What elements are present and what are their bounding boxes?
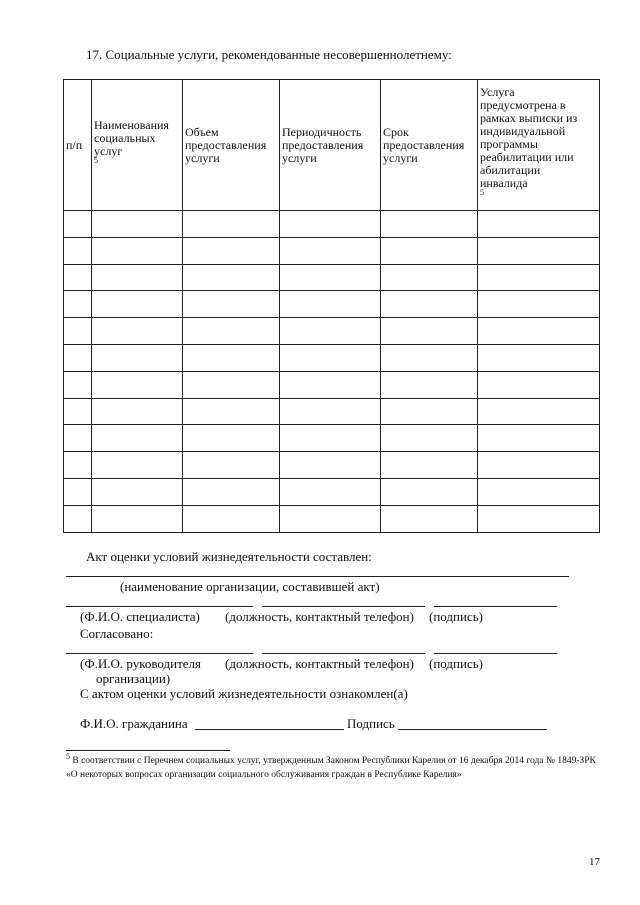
table-cell <box>64 425 92 452</box>
table-cell <box>92 478 183 505</box>
table-cell <box>381 452 478 479</box>
table-cell <box>183 344 280 371</box>
specialist-caption: (Ф.И.О. специалиста) <box>80 609 200 624</box>
specialist-line <box>66 606 253 607</box>
table-cell <box>478 318 600 345</box>
table-cell <box>92 318 183 345</box>
head-line <box>66 653 253 654</box>
footnote-ref: 5 <box>480 188 484 197</box>
citizen-signature-label: Подпись <box>347 716 395 731</box>
head-org-word: организации) <box>96 671 171 686</box>
table-cell <box>478 398 600 425</box>
table-cell <box>92 291 183 318</box>
table-row <box>64 318 600 345</box>
table-cell <box>478 505 600 532</box>
footnote-mark: 5 <box>66 751 70 761</box>
table-cell <box>64 371 92 398</box>
table-cell <box>280 478 381 505</box>
col-header-number: п/п <box>64 80 92 211</box>
footnote-text: В соответствии с Перечнем социальных услуг, утвержденным Законом Республики Карелия от 16 декабря 2014 года № 1849-ЗРК «О некоторых вопросах организации социального обслуживания граждан в Республике Карелия» <box>66 756 596 780</box>
table-cell <box>64 505 92 532</box>
table-cell <box>64 452 92 479</box>
table-row <box>64 264 600 291</box>
acquainted-text: С актом оценки условий жизнедеятельности ознакомлен(а) <box>80 686 408 701</box>
section-heading: 17. Социальные услуги, рекомендованные несовершеннолетнему: <box>86 47 452 62</box>
table-cell <box>183 505 280 532</box>
head-position-line <box>262 653 425 654</box>
table-cell <box>381 425 478 452</box>
head-position-caption: (должность, контактный телефон) <box>225 656 414 671</box>
table-cell <box>478 344 600 371</box>
table-cell <box>183 211 280 238</box>
table-cell <box>280 344 381 371</box>
social-services-table <box>63 79 600 533</box>
table-row <box>64 425 600 452</box>
table-row <box>64 291 600 318</box>
table-cell <box>183 452 280 479</box>
table-row <box>64 237 600 264</box>
table-cell <box>280 425 381 452</box>
citizen-signature-line <box>398 729 547 730</box>
table-cell <box>381 505 478 532</box>
table-cell <box>64 211 92 238</box>
table-cell <box>381 371 478 398</box>
table-cell <box>478 425 600 452</box>
table-cell <box>183 398 280 425</box>
table-cell <box>381 264 478 291</box>
table-cell <box>64 318 92 345</box>
table-cell <box>64 344 92 371</box>
head-caption: (Ф.И.О. руководителя <box>80 656 202 671</box>
citizen-label: Ф.И.О. гражданина <box>80 716 188 731</box>
table-cell <box>478 371 600 398</box>
position-line <box>262 606 425 607</box>
table-cell <box>92 237 183 264</box>
table-cell <box>64 478 92 505</box>
agreed-label: Согласовано: <box>80 626 154 641</box>
table-cell <box>280 318 381 345</box>
signature-caption: (подпись) <box>429 609 483 624</box>
table-cell <box>478 211 600 238</box>
table-cell <box>92 371 183 398</box>
act-title: Акт оценки условий жизнедеятельности составлен: <box>86 549 372 564</box>
table-cell <box>280 237 381 264</box>
table-cell <box>183 264 280 291</box>
table-cell <box>183 425 280 452</box>
table-cell <box>381 318 478 345</box>
col-header-term: Срок предоставления услуги <box>381 80 478 211</box>
table-cell <box>381 237 478 264</box>
table-cell <box>478 478 600 505</box>
table-cell <box>92 264 183 291</box>
head-signature-line <box>434 653 557 654</box>
col-header-volume: Объем предоставления услуги <box>183 80 280 211</box>
table-cell <box>478 264 600 291</box>
table-row <box>64 371 600 398</box>
position-caption: (должность, контактный телефон) <box>225 609 414 624</box>
footnote-separator <box>66 750 230 751</box>
table-cell <box>478 237 600 264</box>
table-row <box>64 344 600 371</box>
table-cell <box>183 291 280 318</box>
table-cell <box>280 371 381 398</box>
table-header-row <box>64 80 600 211</box>
table-cell <box>280 398 381 425</box>
table-cell <box>381 398 478 425</box>
col-header-ipr: Услуга предусмотрена в рамках выписки из индивидуальной программы реабилитации или абилитации инвалида $^5$ <box>478 80 600 211</box>
table-cell <box>183 478 280 505</box>
table-cell <box>92 398 183 425</box>
table-cell <box>381 478 478 505</box>
org-line <box>66 576 569 577</box>
table-cell <box>92 425 183 452</box>
col-header-service-name: Наименования социальных услуг $^5$ <box>92 80 183 211</box>
table-cell <box>92 505 183 532</box>
table-cell <box>64 237 92 264</box>
table-cell <box>280 452 381 479</box>
table-cell <box>183 318 280 345</box>
table-cell <box>280 211 381 238</box>
col-header-periodicity: Периодичность предоставления услуги <box>280 80 381 211</box>
table-cell <box>381 291 478 318</box>
signature-line <box>434 606 557 607</box>
table-cell <box>280 264 381 291</box>
footnote <box>66 751 596 782</box>
table-row <box>64 398 600 425</box>
footnote-ref: 5 <box>94 156 98 165</box>
table-cell <box>183 237 280 264</box>
table-row <box>64 505 600 532</box>
table-cell <box>183 371 280 398</box>
org-caption: (наименование организации, составившей акт) <box>120 579 380 594</box>
table-cell <box>280 505 381 532</box>
table-cell <box>64 291 92 318</box>
table-cell <box>280 291 381 318</box>
table-cell <box>381 211 478 238</box>
table-cell <box>478 291 600 318</box>
table-cell <box>92 211 183 238</box>
table-cell <box>92 344 183 371</box>
table-row <box>64 478 600 505</box>
table-cell <box>478 452 600 479</box>
table-cell <box>64 398 92 425</box>
page-number: 17 <box>589 856 600 868</box>
table-cell <box>381 344 478 371</box>
table-row <box>64 211 600 238</box>
table-cell <box>92 452 183 479</box>
citizen-name-line <box>195 729 344 730</box>
head-signature-caption: (подпись) <box>429 656 483 671</box>
table-cell <box>64 264 92 291</box>
table-row <box>64 452 600 479</box>
